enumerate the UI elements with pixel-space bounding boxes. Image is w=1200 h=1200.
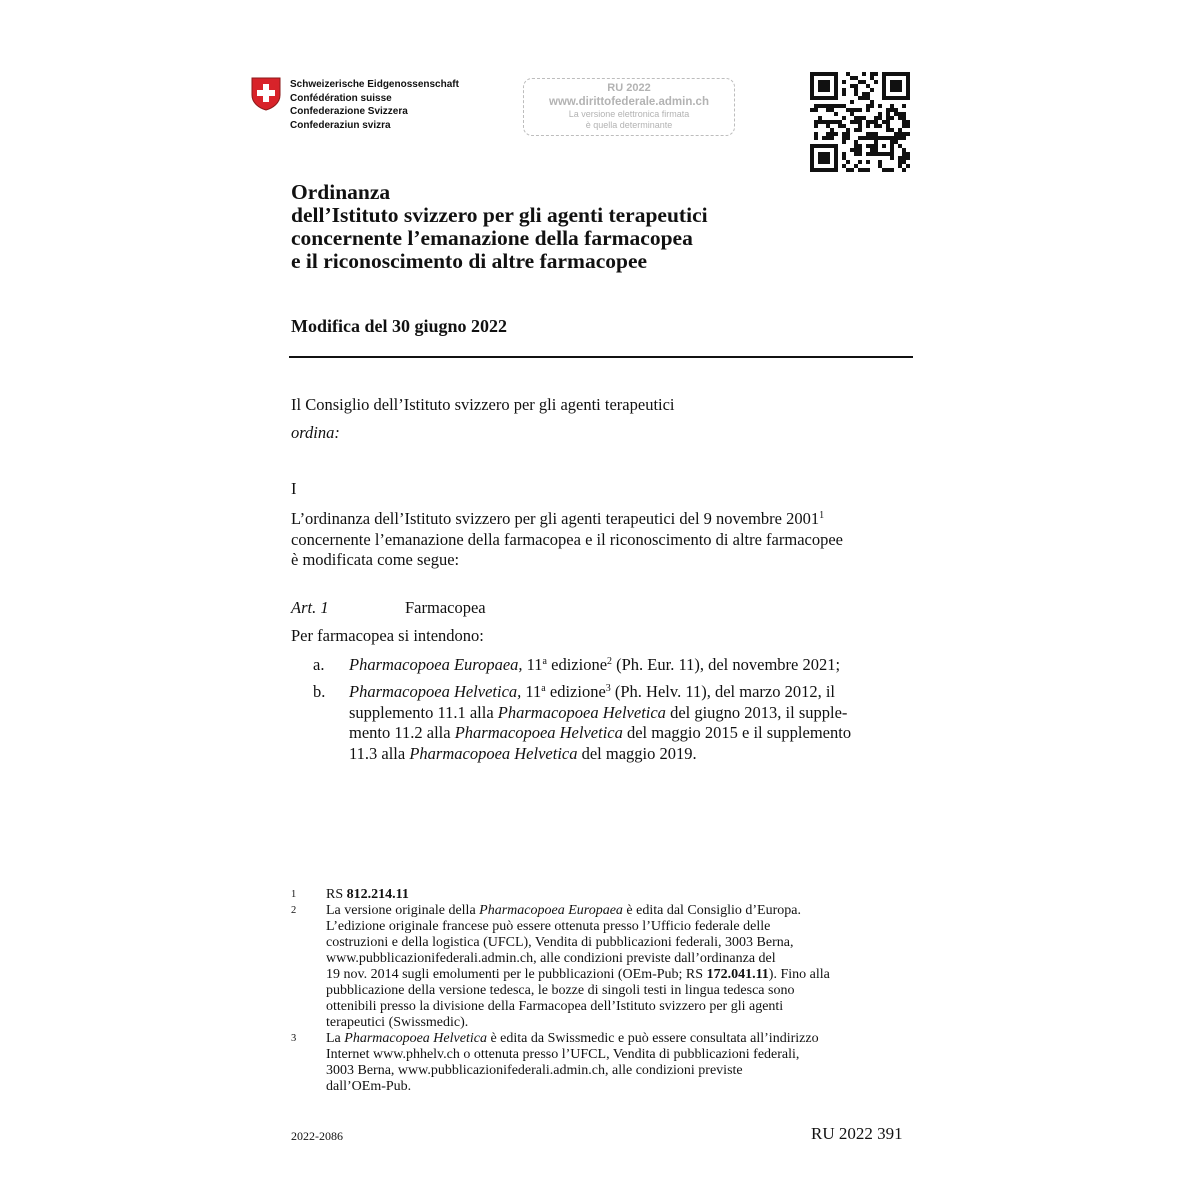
stamp-note-line2: è quella determinante: [585, 120, 673, 130]
intro-line-2: concernente l’emanazione della farmacopea e il riconoscimento di altre farmacopee: [291, 529, 843, 549]
title-line-4: e il riconoscimento di altre farmacopee: [291, 249, 648, 273]
confederation-name-it: Confederazione Svizzera: [290, 106, 408, 117]
title-line-1: Ordinanza: [291, 180, 391, 204]
title-line-2: dell’Istituto svizzero per gli agenti terapeutici: [291, 203, 708, 227]
footnote-ref-2[interactable]: 2: [607, 656, 613, 667]
title-line-3: concernente l’emanazione della farmacopea: [291, 226, 693, 250]
footnote-number: 1: [291, 889, 297, 900]
footnote-text: La versione originale della Pharmacopoea Europaea è edita dal Consiglio d’Europa. L’edizione originale francese può essere ottenuta presso l’Ufficio federale delle costruzioni e della logistica (UFCL), Vendita di pubblicazioni federali, 3003 Berna, www.pubblicazionifederali.admin.ch, alle condizioni previste dall’ordinanza del 19 nov. 2014 sugli emolumenti per le pubblicazioni (OEm-Pub; RS 172.041.11). Fino alla pubblicazione della versione tedesca, le bozze di singoli testi in lingua tedesca sono ottenibili presso la divisione della Farmacopea dell’Istituto svizzero per gli agenti terapeutici (Swissmedic).: [326, 903, 911, 1031]
intro-line-1: L’ordinanza dell’Istituto svizzero per gli agenti terapeutici del 9 novembre 2001: [291, 509, 820, 528]
footnote-number: 2: [291, 905, 297, 916]
preamble-ordains: ordina:: [291, 423, 340, 442]
stamp-url[interactable]: www.dirittofederale.admin.ch: [549, 96, 709, 108]
page-reference: RU 2022 391: [811, 1124, 903, 1143]
qr-code-icon: [810, 72, 910, 172]
list-item-text: Pharmacopoea Europaea, 11$^a$ edizione$^2$ (Ph. Eur. 11), del novembre 2021;: [349, 655, 841, 674]
confederation-name-fr: Confédération suisse: [290, 92, 392, 104]
article-number: Art. 1: [291, 598, 329, 617]
document-number: 2022-2086: [291, 1129, 343, 1143]
preamble-council: Il Consiglio dell’Istituto svizzero per gli agenti terapeutici: [291, 395, 675, 414]
confederation-name-de: Schweizerische Eidgenossenschaft: [290, 79, 459, 90]
footnote-text: La Pharmacopoea Helvetica è edita da Swissmedic e può essere consultata all’indirizzo Internet www.phhelv.ch o ottenuta presso l’UFCL, Vendita di pubblicazioni federali, 3003 Berna, www.pubblicazionifederali.admin.ch, alle condizioni previste dall’OEm-Pub.: [326, 1031, 911, 1095]
confederation-name-rm: Confederaziun svizra: [290, 119, 391, 131]
article-lead: Per farmacopea si intendono:: [291, 626, 484, 645]
intro-line-3: è modificata come segue:: [291, 550, 460, 569]
document-title: [291, 181, 708, 273]
swiss-cross-shield-icon: [251, 77, 281, 111]
footnote-link[interactable]: Internet www.phhelv.ch o ottenuta presso l’UFCL, Vendita di pubblicazioni federali,: [326, 1047, 800, 1062]
amendment-date: Modifica del 30 giugno 2022: [291, 316, 508, 336]
footnote-number: 3: [291, 1033, 297, 1044]
footnote-link[interactable]: www.pubblicazionifederali.admin.ch, alle condizioni previste dall’ordinanza del: [326, 951, 776, 966]
article-heading: Farmacopea: [405, 598, 486, 617]
stamp-note-line1: La versione elettronica firmata: [568, 109, 690, 119]
footnote-ref-3[interactable]: 3: [605, 683, 611, 694]
section-number: I: [291, 479, 297, 498]
section-intro: [291, 509, 911, 571]
list-item-label: a.: [313, 655, 325, 674]
footnote-ref-1[interactable]: 1: [819, 510, 825, 521]
list-item-text: Pharmacopoea Helvetica, 11$^a$ edizione$^3$ (Ph. Helv. 11), del marzo 2012, il supplemento 11.1 alla Pharmacopoea Helvetica del giugno 2013, il supple- mento 11.2 alla Pharmacopoea Helvetica del maggio 2015 e il supplemento 11.3 alla Pharmacopoea Helvetica del maggio 2019.: [349, 682, 852, 763]
title-divider: [289, 356, 913, 358]
list-item-label: b.: [313, 682, 326, 701]
footnote-link[interactable]: 3003 Berna, www.pubblicazionifederali.admin.ch, alle condizioni previste: [326, 1063, 743, 1078]
electronic-version-stamp: [523, 78, 735, 136]
footnote-text: RS 812.214.11: [326, 887, 409, 902]
confederation-names: [290, 78, 459, 132]
stamp-collection: RU 2022: [607, 82, 651, 94]
